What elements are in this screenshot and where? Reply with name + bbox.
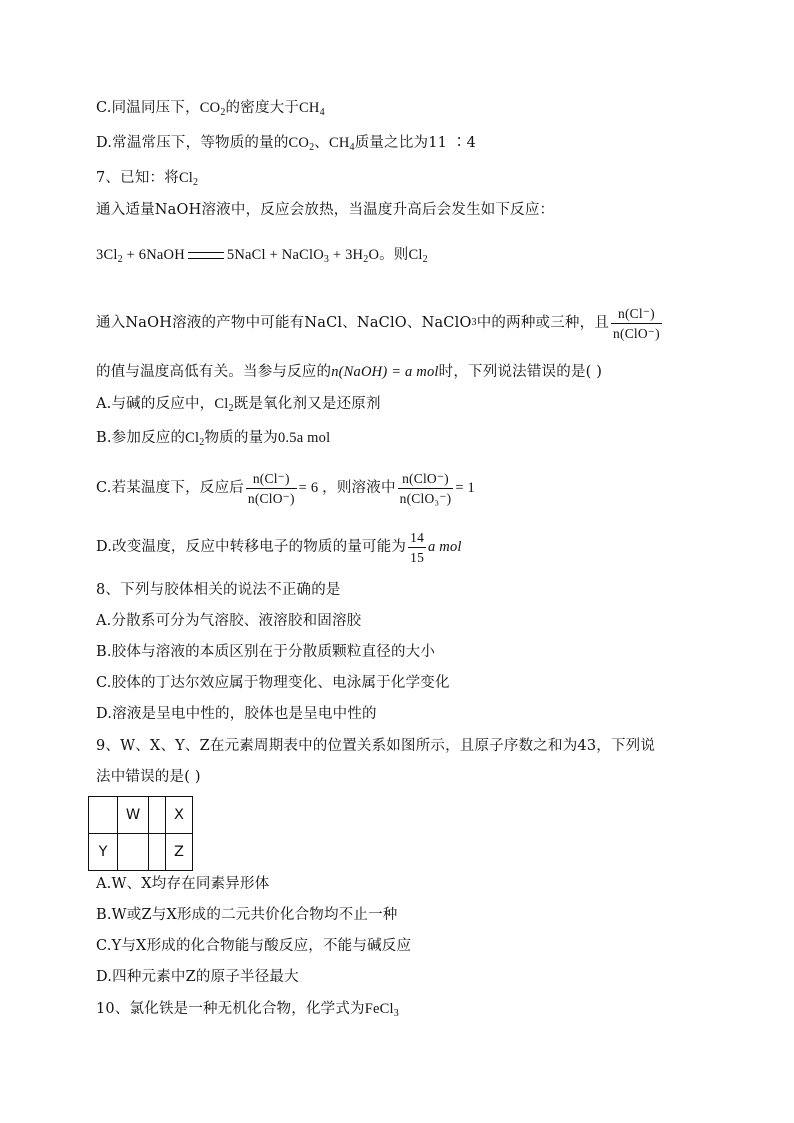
table-cell [149, 797, 166, 834]
fraction [611, 304, 662, 343]
q7-equation [96, 245, 428, 270]
q8-option-b [96, 642, 435, 662]
text: B.W或Z与X形成的二元共价化合物均不止一种 [96, 907, 398, 923]
subscript: 4 [319, 107, 325, 118]
text: = 1 [455, 480, 475, 496]
subscript: 2 [193, 177, 199, 188]
subscript: 2 [422, 254, 428, 265]
text: 9、W、X、Y、Z在元素周期表中的位置关系如图所示，且原子序数之和为43，下列说 [96, 738, 656, 754]
subscript: 2 [199, 437, 205, 448]
q9-option-b [96, 905, 397, 925]
text: 通入适量NaOH溶液中，反应会放热，当温度升高后会发生如下反应： [96, 202, 555, 218]
q9-stem-line1 [96, 736, 655, 756]
q9-stem-line2 [96, 767, 201, 787]
q7-option-a [96, 394, 381, 419]
text: B.参加反应的 [96, 430, 186, 446]
text: B.胶体与溶液的本质区别在于分散质颗粒直径的大小 [96, 644, 436, 660]
q8-option-c [96, 673, 450, 693]
text: D.改变温度，反应中转移电子的物质的量可能为 [96, 539, 407, 555]
subscript: 2 [220, 107, 226, 118]
subscript: 3 [471, 317, 477, 328]
periodic-table-fragment [88, 796, 193, 871]
text: 时，下列说法错误的是( ) [438, 364, 603, 380]
text: D.溶液是呈电中性的，胶体也是呈电中性的 [96, 706, 377, 722]
table-row [89, 834, 193, 871]
text: A.分散系可分为气溶胶、液溶胶和固溶胶 [96, 613, 362, 629]
subscript: 2 [363, 254, 369, 265]
formula: CH [299, 100, 320, 116]
text: D.四种元素中Z的原子半径最大 [96, 969, 299, 985]
formula: CH [328, 135, 350, 151]
fraction-denominator: 15 [410, 549, 425, 565]
text: 既是氧化剂又是还原剂 [233, 396, 381, 412]
subscript: 4 [349, 142, 355, 153]
subscript: 2 [228, 403, 234, 414]
table-cell: Z [166, 834, 193, 871]
formula: Cl [408, 247, 423, 263]
text: 5NaCl + NaClO [226, 247, 324, 263]
q7-stem-line2 [96, 200, 554, 220]
subscript: 2 [309, 142, 315, 153]
q7-stem-line3 [96, 298, 664, 348]
fraction-numerator: n(Cl⁻) [618, 305, 655, 321]
text: 、 [314, 135, 329, 151]
text: + 3H [329, 247, 364, 263]
text: C.若某温度下，反应后 [96, 480, 244, 496]
subscript: 3 [393, 1008, 399, 1019]
text: 10、氯化铁是一种无机化合物，化学式为 [96, 1001, 365, 1017]
equals-sign [188, 252, 224, 259]
q8-stem [96, 580, 341, 600]
fraction-denominator: n(ClO⁻) [613, 325, 660, 341]
table-cell [118, 834, 149, 871]
q7-option-d [96, 524, 462, 570]
text: + 6NaOH [122, 247, 185, 263]
table-cell: W [118, 797, 149, 834]
subscript: 3 [323, 254, 330, 265]
q9-option-c [96, 936, 411, 956]
text: C.同温同压下， [96, 100, 200, 116]
text: 质量之比为11 ∶4 [354, 135, 477, 151]
text: 7、已知：将 [96, 170, 179, 186]
table-cell [149, 834, 166, 871]
fraction [408, 528, 426, 567]
text: 8、下列与胶体相关的说法不正确的是 [96, 582, 341, 598]
fraction-denominator: n(ClO⁻) [247, 490, 295, 506]
text: 的值与温度高低有关。当参与反应的 [96, 364, 332, 380]
fraction-numerator: 14 [410, 529, 425, 545]
fraction [398, 469, 454, 508]
text: C.Y与X形成的化合物能与酸反应，不能与碱反应 [96, 938, 412, 954]
q10-stem [96, 999, 399, 1024]
formula: Cl [185, 430, 200, 446]
q9-option-a [96, 874, 269, 894]
q7-option-b [96, 428, 330, 453]
fraction-numerator: n(Cl⁻) [252, 470, 290, 486]
q6-option-d [96, 133, 476, 158]
text: 物质的量为 [204, 430, 278, 446]
formula: FeCl [364, 1001, 394, 1017]
text: 法中错误的是( ) [96, 769, 201, 785]
formula: CO [199, 100, 221, 116]
table-cell: Y [89, 834, 118, 871]
text: D.常温常压下，等物质的量的 [96, 135, 289, 151]
fraction [246, 469, 297, 508]
text: 中的两种或三种，且 [476, 315, 610, 331]
table-cell: X [166, 797, 193, 834]
q9-option-d [96, 967, 299, 987]
value: a mol [428, 539, 462, 555]
formula: CO [288, 135, 310, 151]
text: A.与碱的反应中， [96, 396, 215, 412]
table-cell [89, 797, 118, 834]
text: A.W、X均存在同素异形体 [96, 876, 270, 892]
fraction-denominator: n(ClO₃⁻) [399, 490, 452, 506]
q8-option-a [96, 611, 361, 631]
math: n(NaOH) = a mol [331, 364, 439, 380]
text: 3Cl [96, 247, 118, 263]
text: 通入NaOH溶液的产物中可能有NaCl、NaClO、NaClO [96, 315, 472, 331]
table-row [89, 797, 193, 834]
text: O [368, 247, 380, 263]
text: C.胶体的丁达尔效应属于物理变化、电泳属于化学变化 [96, 675, 450, 691]
q7-option-c [96, 462, 475, 514]
q7-stem-line1 [96, 168, 198, 193]
q7-stem-line4 [96, 362, 602, 382]
value: 0.5a mol [277, 430, 331, 446]
text: 的密度大于 [225, 100, 300, 116]
q8-option-d [96, 704, 377, 724]
subscript: 2 [117, 254, 123, 265]
fraction-numerator: n(ClO⁻) [402, 470, 449, 486]
q6-option-c [96, 98, 325, 123]
formula: Cl [214, 396, 229, 412]
text: = 6 ，则溶液中 [298, 480, 396, 496]
text: 。则 [379, 247, 409, 263]
formula: Cl [178, 170, 194, 186]
